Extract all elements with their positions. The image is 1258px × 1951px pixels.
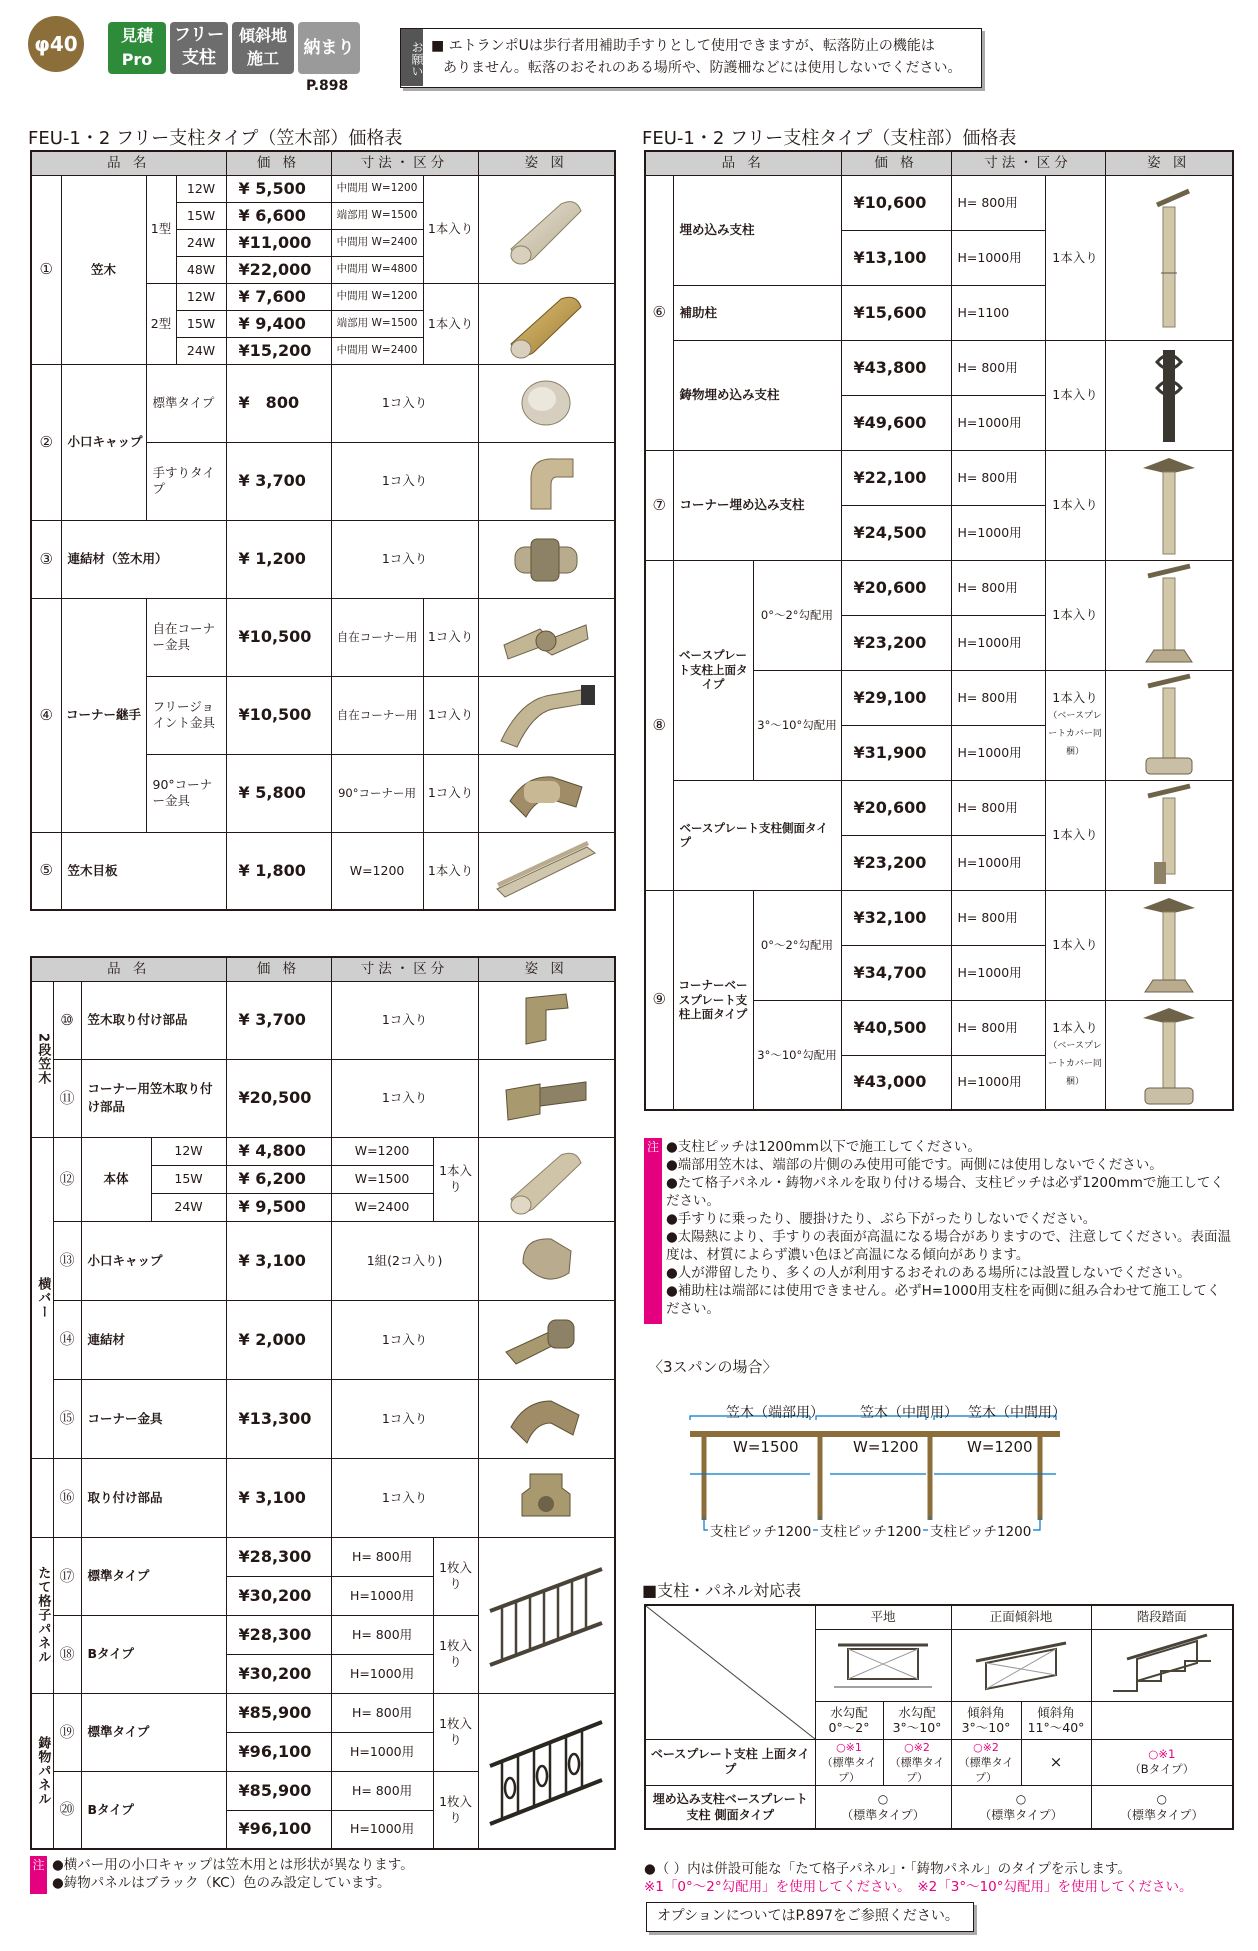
- size-badge: φ40: [28, 16, 84, 72]
- compat-notes: ●（ ）内は併設可能な「たて格子パネル」・「鋳物パネル」のタイプを示します。 ※1「0°〜2°勾配用」を使用してください。 ※2「3°〜10°勾配用」を使用してください。: [644, 1861, 1193, 1895]
- span-pitch-1: 支柱ピッチ1200: [708, 1520, 813, 1540]
- flat-ground-icon: [828, 1635, 938, 1695]
- price-table-posts: 品 名 価 格 寸法・区分 姿 図 ⑥ 埋め込み支柱 ¥10,600 H= 800用 1本入り ¥13,100 H=1000用 補助柱 ¥15,600 H=1100 鋳物埋め込み支柱 ¥43,800 H= 800用 1本入り ¥49,600 H=1000用 ⑦ コーナー埋め込み支柱 ¥22,100 H= 800用 1本入り ¥24,500 H=1000用 ⑧ ベースプレート支柱上面タイプ 0°〜2°勾配用 ¥20,600 H= 800用 1本入り ¥23,200 H=1000用 3°〜10°勾配用 ¥29,100 H= 800用 1本入り （ベースプレートカバー同梱） ¥31,900 H=1000用 ベースプレート支柱側面タイプ ¥20,600 H= 800用 1本入り ¥23,200 H=1000用 ⑨ コーナーベースプレート支柱上面タイプ 0°〜2°勾配用 ¥32,100 H= 800用 1本入り ¥34,700 H=1000用 3°〜10°勾配用 ¥40,500 H= 800用 1本入り （ベースプレートカバー同梱） ¥43,000 H=1000用: [644, 150, 1234, 1111]
- bar-connector-icon: [498, 1308, 594, 1372]
- kasagi-1-icon: [501, 189, 591, 269]
- badge-osamari: 納まり: [298, 22, 360, 74]
- span-label-1: 笠木（端部用）: [726, 1405, 824, 1421]
- free-joint-icon: [491, 679, 601, 751]
- span-width-1: W=1500: [730, 1438, 802, 1456]
- bar-end-cap-icon: [511, 1229, 581, 1293]
- kasagi-2-icon: [501, 289, 591, 359]
- corner-baseplate-cover-post-icon: [1129, 1002, 1209, 1108]
- handrail-cap-icon: [511, 449, 581, 513]
- corner-embedded-post-icon: [1129, 452, 1209, 558]
- free-corner-icon: [496, 605, 596, 669]
- span-title: 〈3スパンの場合〉: [648, 1358, 778, 1376]
- badge-slope: 傾斜地 施工40°: [232, 22, 294, 74]
- span-width-2: W=1200: [850, 1438, 922, 1456]
- corner-baseplate-post-icon: [1129, 892, 1209, 998]
- compat-table: 平地 正面傾斜地 階段踏面 水勾配 0°〜2° 水勾配 3°〜10° 傾斜角 3°〜10° 傾斜角 11°〜40° ベースプレート支柱 上面タイプ ○※1 （標準タイプ） ○※2 （標準タイプ） ○※2 （標準タイプ） × ○※1 （Bタイプ） 埋め込み支柱ベースプレート支柱 側面タイプ ○ （標準タイプ） ○ （標準タイプ） ○ （標準タイプ）: [644, 1604, 1234, 1830]
- note-tag-red: 注: [644, 1138, 662, 1324]
- notice-tag: お願い: [401, 29, 423, 86]
- stair-ground-icon: [1107, 1633, 1217, 1697]
- embedded-post-icon: [1139, 183, 1199, 333]
- side-baseplate-post-icon: [1134, 782, 1204, 888]
- table2-notes: 注 ●横バー用の小口キャップは笠木用とは形状が異なります。 ●鋳物パネルはブラック（KC）色のみ設定しています。: [30, 1856, 614, 1892]
- table3-notes: 注 ●支柱ピッチは1200mm以下で施工してください。 ●端部用笠木は、端部の片側のみ使用可能です。両側には使用しないでください。 ●たて格子パネル・鋳物パネルを取り付ける場合、支柱ピッチは必ず1200mmで施工してください。 ●手すりに乗ったり、腰掛けたり、ぶら下がったりしないでください。 ●太陽熱により、手すりの表面が高温になる場合がありますので、注意してください。表面温度は、材質によらず濃い色ほど高温になる傾向があります。 ●人が滞留したり、多くの人が利用するおそれのある場所には設置しないでください。 ●補助柱は端部には使用できません。必ずH=1000用支柱を両側に組み合わせて施工してください。: [644, 1138, 1232, 1318]
- page-ref: P.898: [306, 78, 349, 94]
- table3-title: FEU-1・2 フリー支柱タイプ（支柱部）価格表: [642, 128, 1017, 149]
- corner-kasagi-bracket-icon: [496, 1066, 596, 1130]
- kasagi-bracket-icon: [506, 988, 586, 1052]
- bar-mount-icon: [506, 1466, 586, 1530]
- cast-panel-icon: [484, 1708, 608, 1834]
- lattice-panel-icon: [484, 1555, 608, 1675]
- connector-icon: [501, 527, 591, 591]
- span-pitch-2: 支柱ピッチ1200: [818, 1520, 923, 1540]
- badge-free-post: フリー 支柱: [170, 22, 228, 74]
- bar-body-icon: [501, 1141, 591, 1217]
- end-cap-icon: [511, 373, 581, 433]
- cast-embedded-post-icon: [1139, 342, 1199, 448]
- price-table-kasagi: 品 名 価 格 寸法・区分 姿 図 ① 笠木 1型 12W ¥ 5,500 中間用 W=1200 1本入り 15W ¥ 6,600 端部用 W=1500 24W ¥11,000 中間用 W=2400 48W ¥22,000 中間用 W=4800 2型 12W ¥ 7,600 中間用 W=1200 1本入り 15W ¥ 9,400 端部用 W=1500 24W ¥15,200 中間用 W=2400 ② 小口キャップ 標準タイプ ¥ 800 1コ入り 手すりタイプ ¥ 3,700 1コ入り ③ 連結材（笠木用） ¥ 1,200 1コ入り ④ コーナー継手 自在コーナー金具 ¥10,500 自在コーナー用 1コ入り フリージョイント金具 ¥10,500 自在コーナー用 1コ入り 90°コーナー金具 ¥ 5,800 90°コーナー用 1コ入り ⑤ 笠木目板 ¥ 1,800 W=1200 1本入り: [30, 150, 616, 911]
- compat-title: ■支柱・パネル対応表: [642, 1581, 802, 1600]
- span-label-2: 笠木（中間用）: [860, 1405, 958, 1421]
- span-label-3: 笠木（中間用）: [968, 1405, 1066, 1421]
- notice-box: [400, 28, 982, 88]
- price-table-options: 品 名 価 格 寸法・区分 姿 図 2段笠木 ⑩ 笠木取り付け部品 ¥ 3,700 1コ入り ⑪ コーナー用笠木取り付け部品 ¥20,500 1コ入り 横バー ⑫ 本体 12W ¥ 4,800 W=1200 1本入り 15W ¥ 6,200 W=1500 24W ¥ 9,500 W=2400 ⑬ 小口キャップ ¥ 3,100 1組(2コ入り) ⑭ 連結材 ¥ 2,000 1コ入り ⑮ コーナー金具 ¥13,300 1コ入り ⑯ 取り付け部品 ¥ 3,100 1コ入り たて格子パネル ⑰ 標準タイプ ¥28,300 H= 800用 1枚入り ¥30,200 H=1000用 ⑱ Bタイプ ¥28,300 H= 800用 1枚入り ¥30,200 H=1000用 鋳物パネル ⑲ 標準タイプ ¥85,900 H= 800用 1枚入り ¥96,100 H=1000用 ⑳ Bタイプ ¥85,900 H= 800用 1枚入り ¥96,100 H=1000用: [30, 956, 616, 1850]
- slope-ground-icon: [966, 1635, 1076, 1695]
- notice-text: ■ エトランポUは歩行者用補助手すりとして使用できますが、転落防止の機能は ありません。転落のおそれのある場所や、防護柵などには使用しないでください。: [431, 38, 962, 76]
- baseplate-cover-post-icon: [1134, 672, 1204, 778]
- span-pitch-3: 支柱ピッチ1200: [928, 1520, 1033, 1540]
- note-tag: 注: [30, 1856, 47, 1894]
- span-width-3: W=1200: [964, 1438, 1036, 1456]
- badge-mitsumori: 見積Pro 対応: [108, 22, 166, 74]
- baseplate-post-icon: [1134, 562, 1204, 668]
- option-ref-box: オプションについてはP.897をご参照ください。: [646, 1902, 974, 1932]
- bar-corner-icon: [501, 1387, 591, 1451]
- kasagi-plate-icon: [491, 839, 601, 903]
- corner-90-icon: [496, 761, 596, 825]
- table1-title: FEU-1・2 フリー支柱タイプ（笠木部）価格表: [28, 128, 403, 149]
